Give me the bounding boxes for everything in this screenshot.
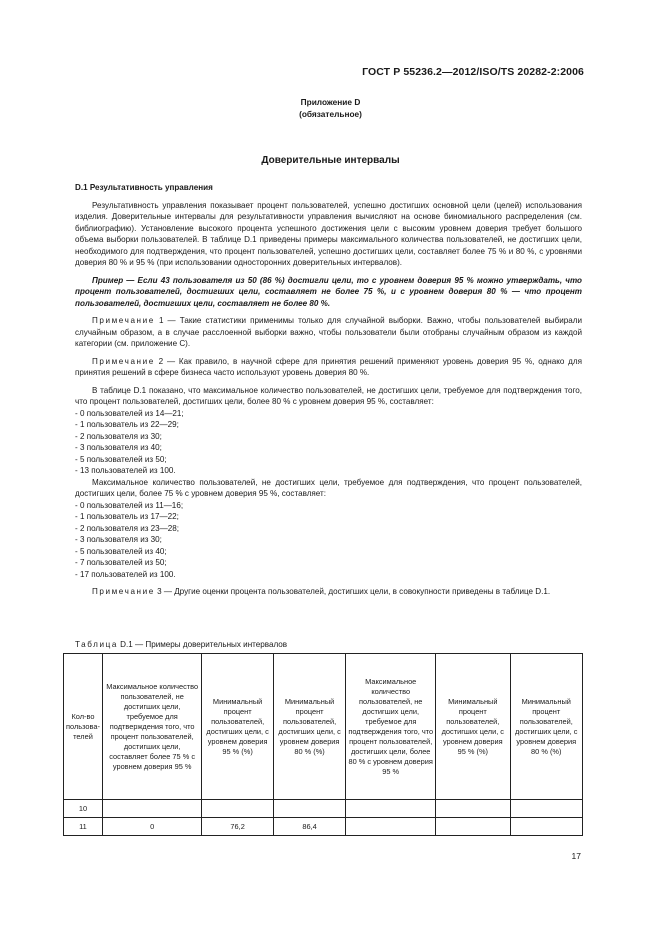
list-item: - 3 пользователя из 30; bbox=[75, 535, 162, 544]
list-item: - 1 пользователь из 22—29; bbox=[75, 420, 179, 429]
page-title: Доверительные интервалы bbox=[261, 155, 400, 166]
list-1 bbox=[75, 408, 582, 477]
paragraph-3: Максимальное количество пользователей, не достигших цели, требуемое для подтверждения, что процент пользователей, достигших цели, более 75 % с уровнем доверия 95 %, составляет: bbox=[75, 477, 582, 498]
table-cell bbox=[436, 818, 510, 836]
table-cell: 86,4 bbox=[273, 818, 345, 836]
table-cell bbox=[346, 800, 436, 818]
table-header-row bbox=[64, 654, 583, 800]
note-1-text: 1 — Такие статистики применимы только для случайной выборки. Важно, чтобы пользователей выбирали случайным образом, а в случае расслоенной выборки важно, чтобы пользователи были отобраны случайным образом из каждой категории (см. приложение С). bbox=[75, 316, 582, 348]
paragraph-2: В таблице D.1 показано, что максимальное количество пользователей, не достигших цели, требуемое для подтверждения того, что процент пользователей, достигших цели, более 80 % с уровнем доверия 95 %, составляет: bbox=[75, 385, 582, 406]
table-caption-text: D.1 — Примеры доверительных интервалов bbox=[117, 640, 288, 649]
table-cell: 11 bbox=[64, 818, 103, 836]
table-header-cell: Кол-во пользова-телей bbox=[64, 654, 103, 800]
list-item: - 2 пользователя из 23—28; bbox=[75, 523, 180, 533]
table-cell bbox=[102, 800, 201, 818]
confidence-interval-table bbox=[63, 653, 583, 836]
table-cell bbox=[436, 800, 510, 818]
list-item: - 0 пользователей из 14—21; bbox=[75, 408, 184, 418]
list-item: - 13 пользователей из 100. bbox=[75, 466, 176, 475]
table-cell bbox=[510, 800, 583, 818]
table-cell: 76,2 bbox=[202, 818, 273, 836]
note-3-label: Примечание bbox=[92, 587, 155, 596]
list-item: - 2 пользователя из 30; bbox=[75, 431, 162, 441]
table-cell bbox=[346, 818, 436, 836]
table-header-cell: Максимальное количество пользователей, не достигших цели, требуемое для подтверждения того, что процент пользователей, достигших цели, составляет более 75 % с уровнем доверия 95 % bbox=[102, 654, 201, 800]
body-text bbox=[75, 180, 582, 598]
list-item: - 5 пользователей из 40; bbox=[75, 546, 167, 556]
list-item: - 7 пользователей из 50; bbox=[75, 558, 167, 567]
note-1 bbox=[75, 315, 582, 350]
list-item: - 1 пользователь из 17—22; bbox=[75, 512, 179, 521]
table-header-cell: Минимальный процент пользователей, достигших цели, с уровнем доверия 95 % (%) bbox=[436, 654, 510, 800]
page-number: 17 bbox=[571, 851, 581, 861]
table-cell: 0 bbox=[102, 818, 201, 836]
list-item: - 3 пользователя из 40; bbox=[75, 443, 162, 452]
list-item: - 17 пользователей из 100. bbox=[75, 569, 176, 579]
table-caption-label: Таблица bbox=[75, 640, 118, 649]
appendix-status: (обязательное) bbox=[299, 109, 362, 119]
table-header-cell: Максимальное количество пользователей, не достигших цели, требуемое для подтверждения того, что процент пользователей, достигших цели, более 80 % с уровнем доверия 95 % bbox=[346, 654, 436, 800]
table-cell bbox=[273, 800, 345, 818]
example-paragraph: Пример — Если 43 пользователя из 50 (86 %) достигли цели, то с уровнем доверия 95 % можно утверждать, что процент пользователей, достигших цели, составляет не более 75 %, и с уровнем доверия 80 % — что процент пользователей, достигших цели, составляет не более 80 %. bbox=[75, 275, 582, 308]
list-item: - 0 пользователей из 11—16; bbox=[75, 500, 184, 510]
section-heading: D.1 Результативность управления bbox=[75, 183, 213, 192]
list-2 bbox=[75, 500, 582, 581]
table-row bbox=[64, 818, 583, 836]
appendix-label: Приложение D bbox=[300, 97, 361, 107]
note-2-text: 2 — Как правило, в научной сфере для принятия решений применяют уровень доверия 95 %, однако для принятия решений в сфере бизнеса часто используют уровень доверия 80 %. bbox=[75, 356, 582, 377]
list-item: - 5 пользователей из 50; bbox=[75, 454, 167, 464]
table-header-cell: Минимальный процент пользователей, достигших цели, с уровнем доверия 95 % (%) bbox=[202, 654, 273, 800]
appendix-heading bbox=[0, 96, 661, 120]
table-caption bbox=[75, 640, 287, 649]
table-header-cell: Минимальный процент пользователей, достигших цели, с уровнем доверия 80 % (%) bbox=[273, 654, 345, 800]
table-cell bbox=[202, 800, 273, 818]
note-2 bbox=[75, 356, 582, 379]
paragraph-1: Результативность управления показывает процент пользователей, успешно достигших основной цели (целей) использования изделия. Доверительные интервалы для результативности управления вычисляют на основе биномиального распределения (см. библиографию). Установление высокого процента успешного достижения цели с высоким уровнем доверия требует большого объема выборки пользователей. В таблице D.1 приведены примеры максимального количества пользователей, не достигших цели, необходимого для подтверждения, что процент пользователей, успешно достигших цели, составляет более 75 % и 80 %, с уровнями доверия 80 % и 95 % (при использовании односторонних доверительных интервалов). bbox=[75, 200, 582, 267]
note-2-label: Примечание bbox=[92, 356, 155, 366]
table-cell: 10 bbox=[64, 800, 103, 818]
table-row bbox=[64, 800, 583, 818]
document-header: ГОСТ Р 55236.2—2012/ISO/TS 20282-2:2006 bbox=[362, 66, 584, 78]
note-1-label: Примечание bbox=[92, 316, 155, 325]
note-3-text: 3 — Другие оценки процента пользователей, достигших цели, в совокупности приведены в таблице D.1. bbox=[154, 587, 551, 596]
table-header-cell: Минимальный процент пользователей, достигших цели, с уровнем доверия 80 % (%) bbox=[510, 654, 583, 800]
note-3 bbox=[75, 586, 582, 598]
table-cell bbox=[510, 818, 583, 836]
